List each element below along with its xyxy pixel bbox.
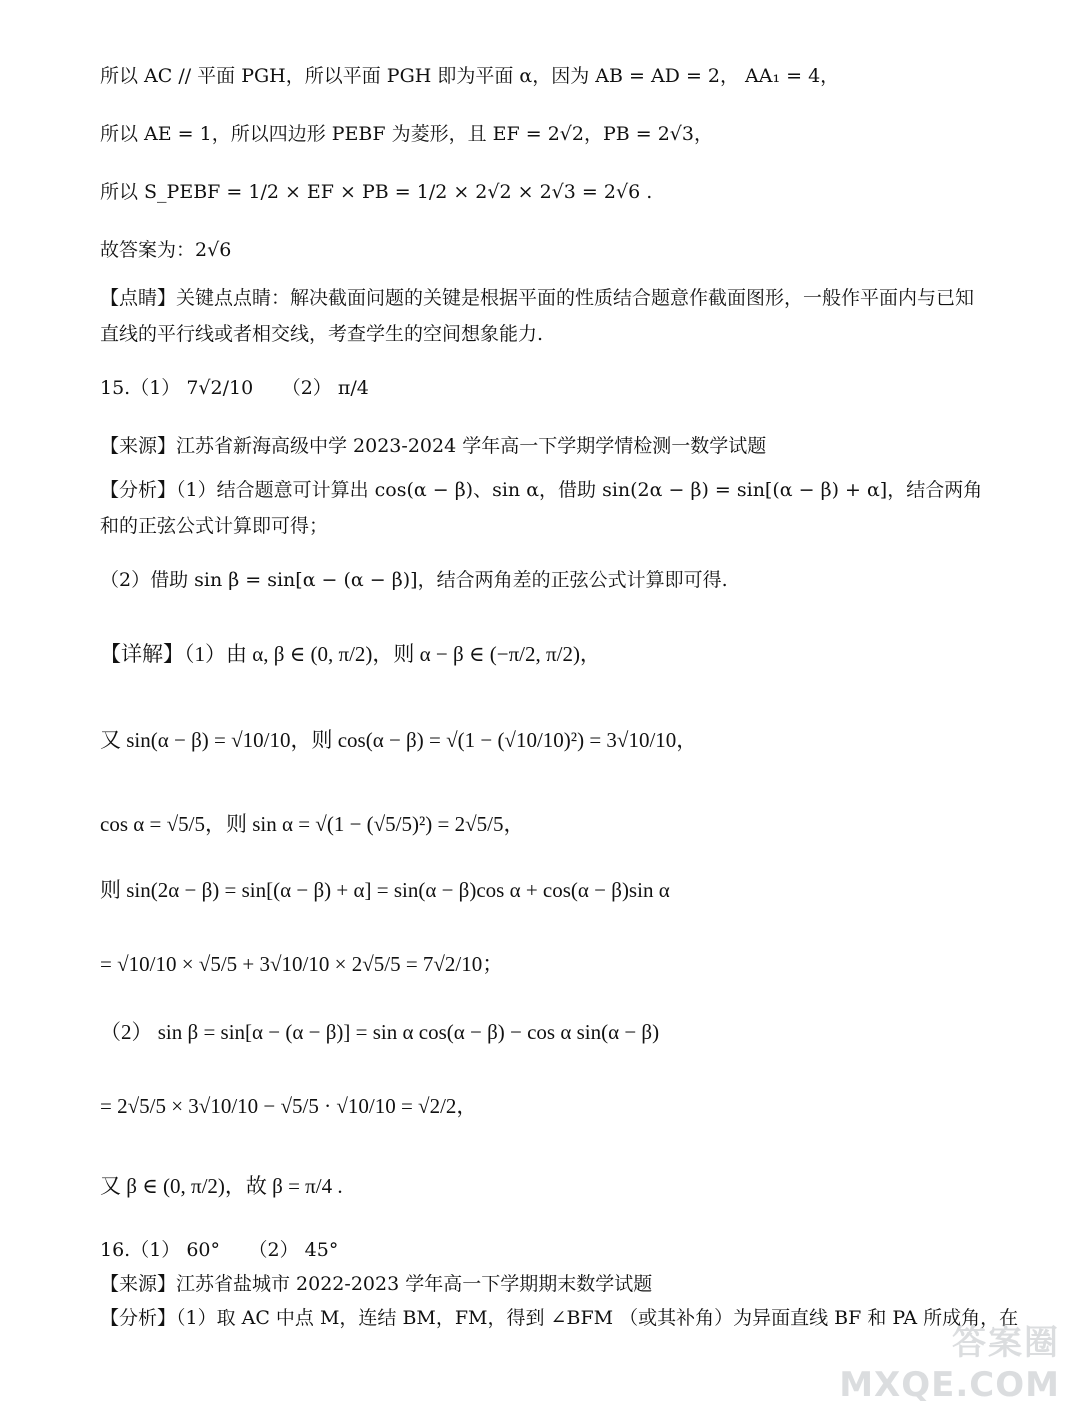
text-line: 故答案为：2√6: [100, 239, 232, 261]
detail-15-line3: cos α = √5/5，则 sin α = √(1 − (√5/5)²) = 2√5/5，: [100, 812, 525, 836]
answer-15: 15.（1） 7√2/10 （2） π/4: [100, 377, 369, 399]
watermark-logo: [839, 1315, 1060, 1405]
detail-15-line8: 又 β ∈ (0, π/2)，故 β = π/4 .: [100, 1174, 343, 1198]
detail-15-line6: （2） sin β = sin[α − (α − β)] = sin α cos(α − β) − cos α sin(α − β): [100, 1020, 660, 1044]
watermark-bottom: MXQE.COM: [839, 1365, 1060, 1405]
analysis-16: 【分析】（1）取 AC 中点 M，连结 BM，FM，得到 ∠BFM （或其补角）为异面直线 BF 和 PA 所成角，在: [100, 1307, 1019, 1329]
detail-15-line7: = 2√5/5 × 3√10/10 − √5/5 · √10/10 = √2/2，: [100, 1094, 478, 1118]
source-16: 【来源】江苏省盐城市 2022-2023 学年高一下学期期末数学试题: [100, 1273, 653, 1295]
source-15: 【来源】江苏省新海高级中学 2023-2024 学年高一下学期学情检测一数学试题: [100, 435, 767, 457]
tip-paragraph: 【点睛】关键点点睛：解决截面问题的关键是根据平面的性质结合题意作截面图形，一般作平面内与已知直线的平行线或者相交线，考查学生的空间想象能力.: [100, 287, 975, 345]
detail-15-line1: 【详解】（1）由 α, β ∈ (0, π/2)，则 α − β ∈ (−π/2, π/2)，: [100, 642, 601, 666]
answer-16: 16.（1） 60° （2） 45°: [100, 1239, 339, 1261]
text-line: 所以 S_PEBF = 1/2 × EF × PB = 1/2 × 2√2 × 2√3 = 2√6 .: [100, 181, 653, 203]
text-line: 所以 AE = 1，所以四边形 PEBF 为菱形，且 EF = 2√2，PB = 2√3，: [100, 123, 714, 145]
detail-15-line4: 则 sin(2α − β) = sin[(α − β) + α] = sin(α − β)cos α + cos(α − β)sin α: [100, 878, 670, 902]
watermark-top: 答案圈: [952, 1323, 1060, 1363]
detail-15-line2: 又 sin(α − β) = √10/10，则 cos(α − β) = √(1 − (√10/10)²) = 3√10/10，: [100, 728, 698, 752]
detail-15-line5: = √10/10 × √5/5 + 3√10/10 × 2√5/5 = 7√2/10；: [100, 952, 504, 976]
analysis-15-part2: （2）借助 sin β = sin[α − (α − β)]，结合两角差的正弦公式计算即可得.: [100, 569, 728, 591]
analysis-15-part1: 【分析】（1）结合题意可计算出 cos(α − β)、sin α，借助 sin(2α − β) = sin[(α − β) + α]，结合两角和的正弦公式计算即可得；: [100, 479, 983, 537]
text-line: 所以 AC // 平面 PGH，所以平面 PGH 即为平面 α，因为 AB = AD = 2， AA₁ = 4，: [100, 65, 840, 87]
